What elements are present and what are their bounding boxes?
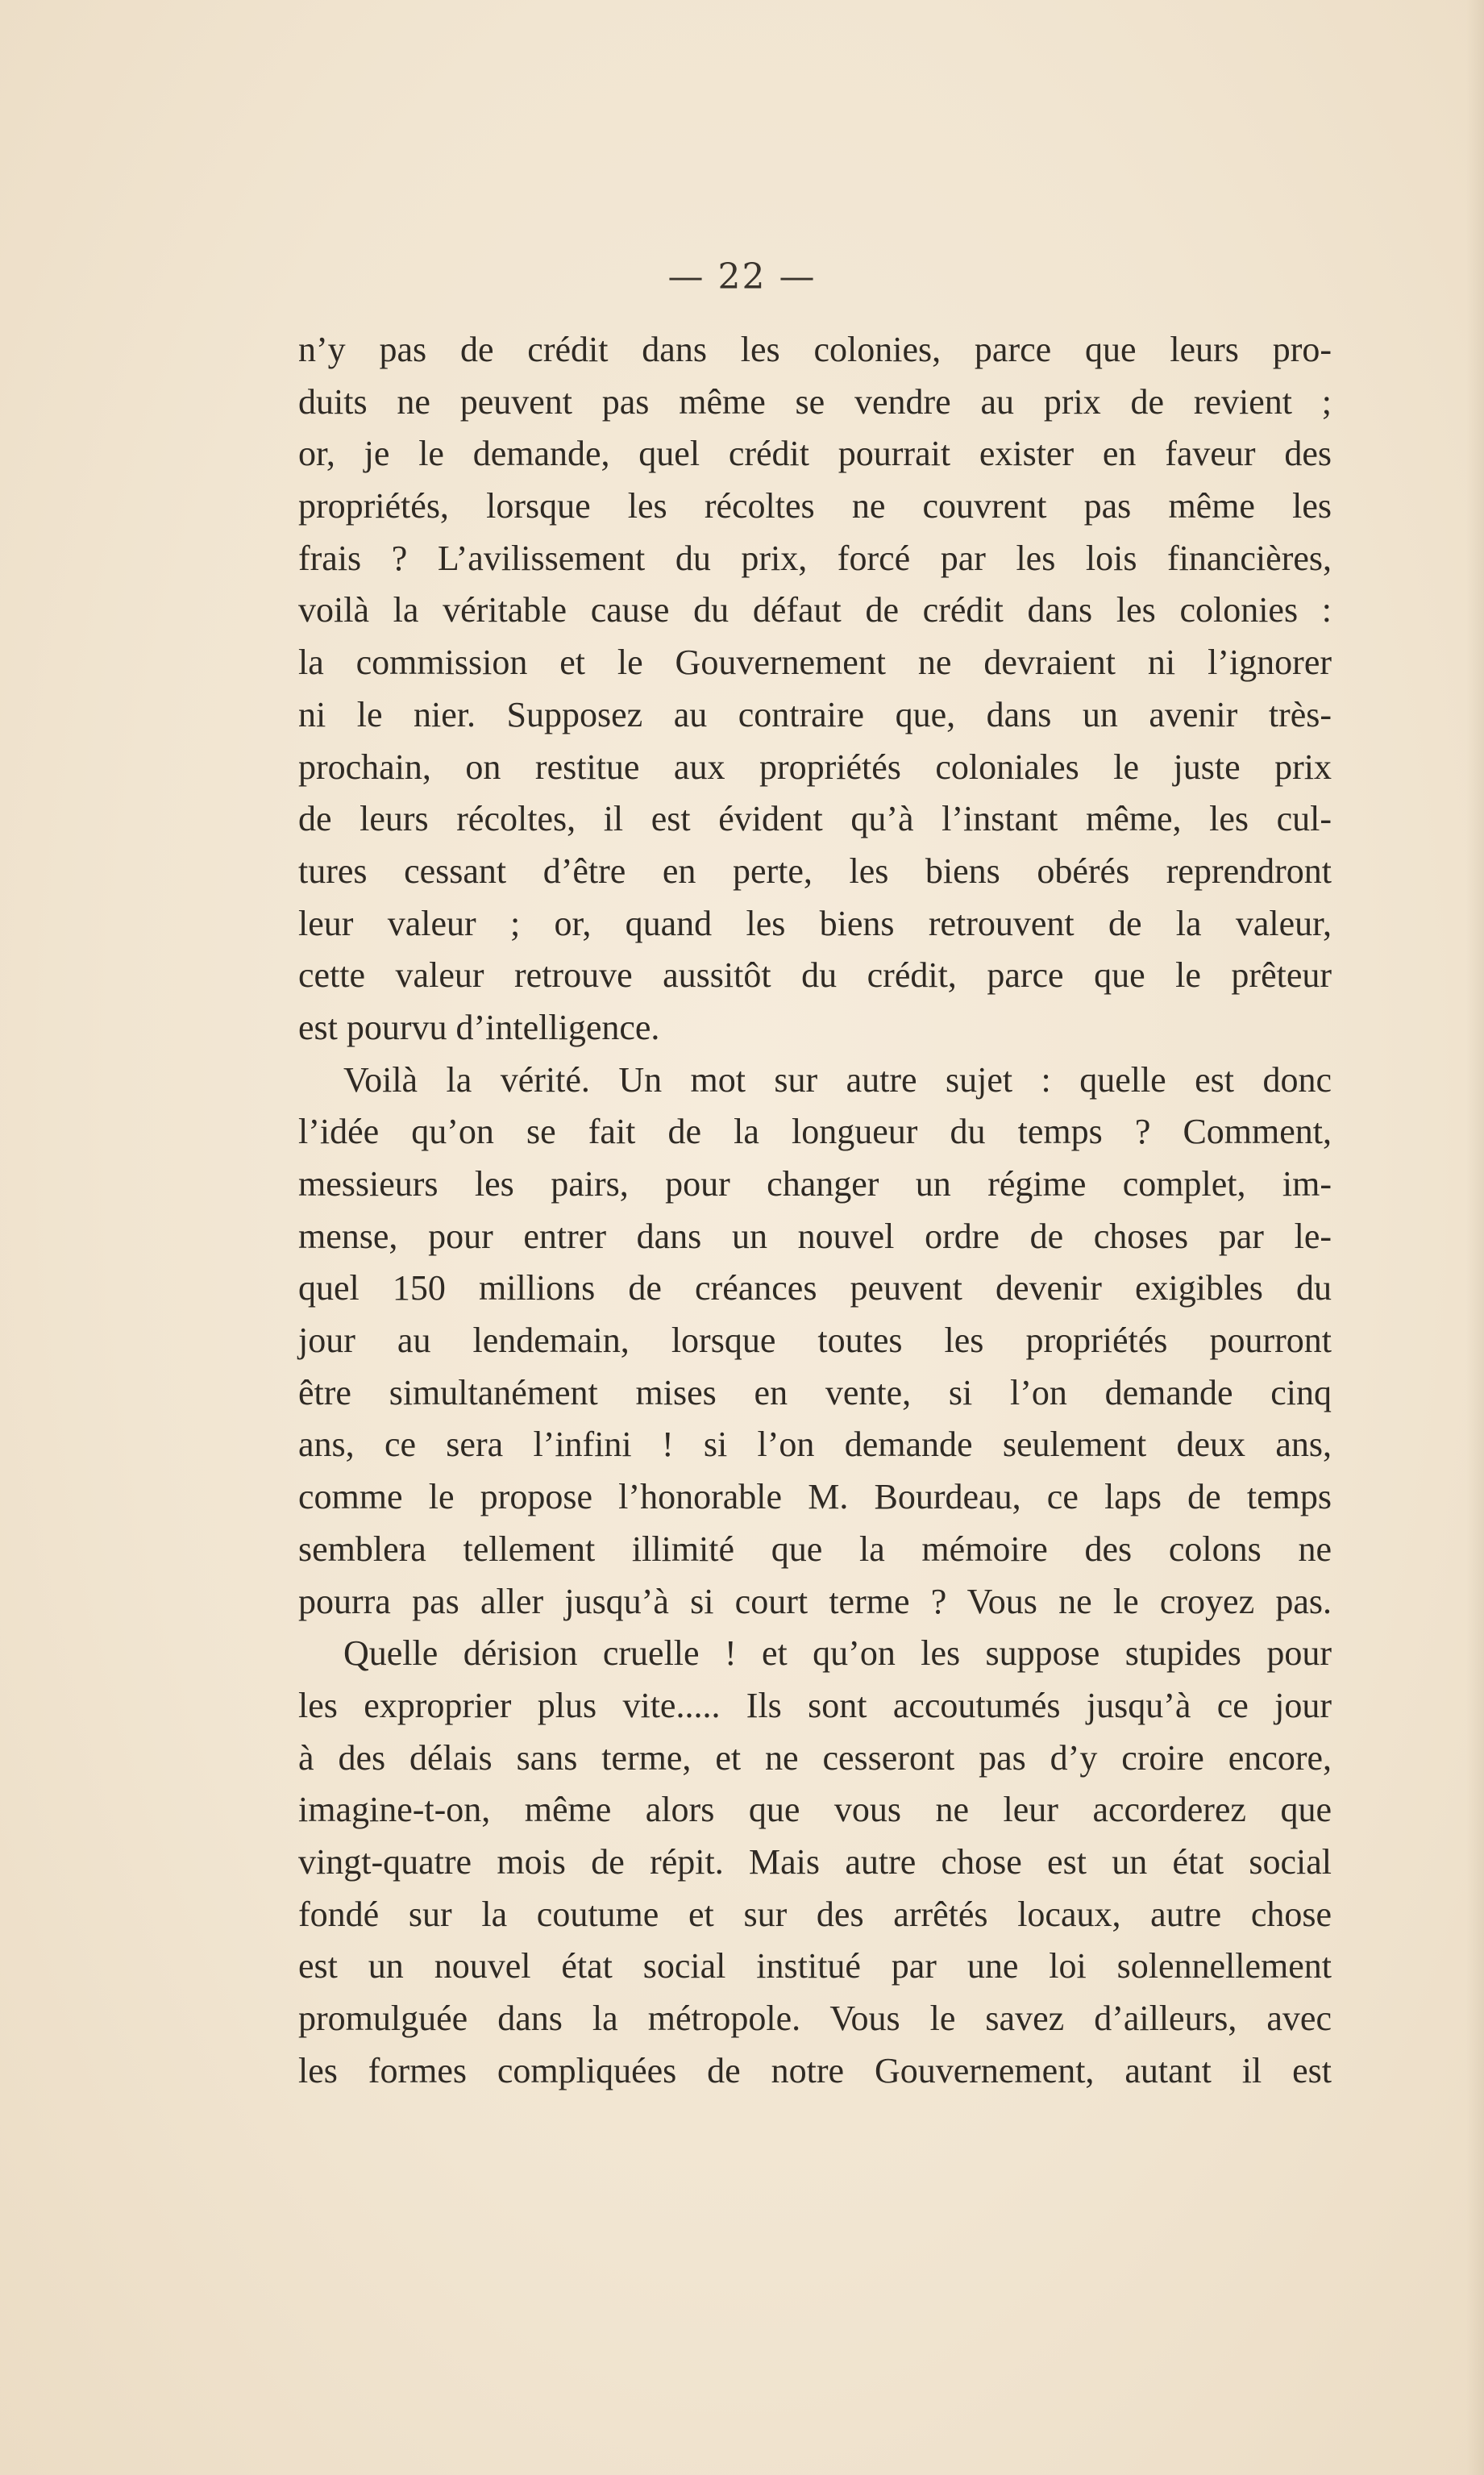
text-line: comme le propose l’honorable M. Bourdeau, ce laps de temps (298, 1477, 1332, 1517)
text-line: promulguée dans la métropole. Vous le savez d’ailleurs, avec (298, 1999, 1332, 2038)
text-line: semblera tellement illimité que la mémoire des colons ne (298, 1529, 1332, 1569)
text-line: leur valeur ; or, quand les biens retrouvent de la valeur, (298, 903, 1332, 943)
text-line: or, je le demande, quel crédit pourrait exister en faveur des (298, 434, 1332, 474)
page-number: — 22 — (667, 256, 817, 297)
text-line: tures cessant d’être en perte, les biens obérés reprendront (298, 851, 1332, 891)
text-line: ni le nier. Supposez au contraire que, dans un avenir très- (298, 694, 1332, 734)
text-line: mense, pour entrer dans un nouvel ordre de choses par le- (298, 1216, 1332, 1256)
text-line: prochain, on restitue aux propriétés coloniales le juste prix (298, 747, 1332, 787)
text-line: fondé sur la coutume et sur des arrêtés locaux, autre chose (298, 1894, 1332, 1934)
text-line: de leurs récoltes, il est évident qu’à l’instant même, les cul- (298, 799, 1332, 839)
text-line: jour au lendemain, lorsque toutes les propriétés pourront (298, 1321, 1332, 1361)
text-line: ans, ce sera l’infini ! si l’on demande seulement deux ans, (298, 1425, 1332, 1465)
text-line: duits ne peuvent pas même se vendre au prix de revient ; (298, 381, 1332, 422)
text-line: imagine-t-on, même alors que vous ne leur accorderez que (298, 1790, 1332, 1830)
text-line: propriétés, lorsque les récoltes ne couvrent pas même les (298, 486, 1332, 526)
text-line: frais ? L’avilissement du prix, forcé par les lois financières, (298, 538, 1332, 578)
text-line: n’y pas de crédit dans les colonies, parce que leurs pro- (298, 330, 1332, 369)
text-line: quel 150 millions de créances peuvent devenir exigibles du (298, 1268, 1332, 1308)
text-line: vingt-quatre mois de répit. Mais autre chose est un état social (298, 1841, 1332, 1882)
text-line: pourra pas aller jusqu’à si court terme ? Vous ne le croyez pas. (298, 1581, 1332, 1621)
text-line: les formes compliquées de notre Gouvernement, autant il est (298, 2050, 1332, 2090)
text-line: les exproprier plus vite..... Ils sont accoutumés jusqu’à ce jour (298, 1685, 1332, 1725)
text-line: messieurs les pairs, pour changer un régime complet, im- (298, 1164, 1332, 1204)
page-edge-shadow (1466, 0, 1484, 2475)
text-line: Voilà la vérité. Un mot sur autre sujet : quelle est donc (343, 1059, 1332, 1100)
text-line: Quelle dérision cruelle ! et qu’on les suppose stupides pour (343, 1633, 1332, 1674)
text-line: est un nouvel état social institué par une loi solennellement (298, 1946, 1332, 1986)
text-line: cette valeur retrouve aussitôt du crédit, parce que le prêteur (298, 955, 1332, 996)
text-line: l’idée qu’on se fait de la longueur du temps ? Comment, (298, 1112, 1332, 1152)
text-line: à des délais sans terme, et ne cesseront pas d’y croire encore, (298, 1737, 1332, 1778)
text-line: est pourvu d’intelligence. (298, 1007, 660, 1047)
text-line: voilà la véritable cause du défaut de crédit dans les colonies : (298, 590, 1332, 630)
body-text (298, 324, 1332, 2097)
text-line: être simultanément mises en vente, si l’on demande cinq (298, 1372, 1332, 1412)
text-line: la commission et le Gouvernement ne devraient ni l’ignorer (298, 643, 1332, 683)
